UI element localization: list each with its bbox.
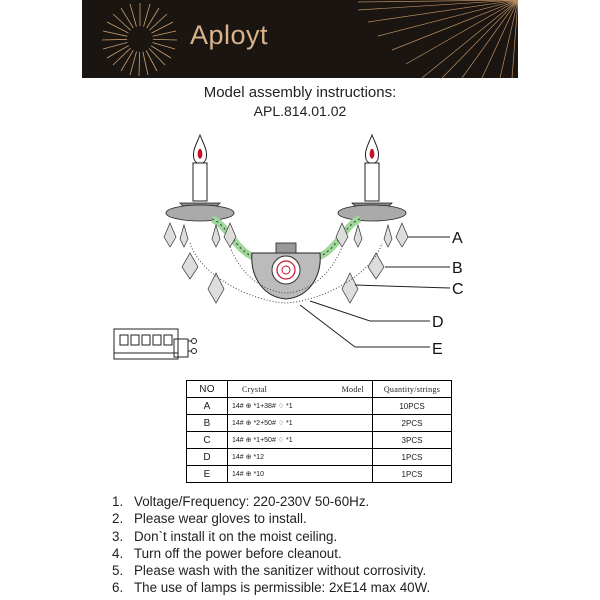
row-no: D [187, 449, 228, 466]
callout-c: C [452, 281, 464, 298]
left-candle-icon [180, 135, 220, 209]
chandelier-drawing [100, 125, 500, 375]
row-spec: 14# ⊕ *10 [228, 466, 373, 483]
brand-name: Aployt [190, 20, 269, 50]
row-no: C [187, 432, 228, 449]
table-header-row [187, 381, 452, 398]
row-quantity: 10PCS [373, 398, 452, 415]
row-no: B [187, 415, 228, 432]
page-title: Model assembly instructions: [203, 84, 397, 101]
header-model: Model [341, 384, 364, 394]
list-item: 5. Please wash with the sanitizer without corrosivity. [112, 563, 427, 579]
sunburst-logo-icon [100, 0, 180, 78]
table-row [187, 466, 452, 483]
callout-e: E [432, 341, 443, 358]
header-quantity: Quantity/strings [373, 381, 452, 398]
row-no: E [187, 466, 228, 483]
callout-b: B [452, 260, 463, 277]
row-spec: 14# ⊕ *1+50# ♢ *1 [228, 432, 373, 449]
row-quantity: 1PCS [373, 466, 452, 483]
list-item: 1. Voltage/Frequency: 220-230V 50-60Hz. [112, 494, 370, 509]
header-crystal: Crystal [242, 384, 268, 394]
instruction-list [112, 493, 430, 597]
list-item: 2. Please wear gloves to install. [112, 511, 307, 527]
decorative-rays-icon [358, 0, 518, 78]
row-spec: 14# ⊕ *1+38# ♢ *1 [228, 398, 373, 415]
list-item: 3. Don`t install it on the moist ceiling. [112, 528, 338, 544]
table-row [187, 398, 452, 415]
table-row [187, 432, 452, 449]
row-no: A [187, 398, 228, 415]
row-quantity: 1PCS [373, 449, 452, 466]
row-spec: 14# ⊕ *2+50# ♢ *1 [228, 415, 373, 432]
list-item: 6. The use of lamps is permissible: 2xE14 max 40W. [112, 580, 431, 596]
brand-banner [82, 0, 518, 78]
table-row [187, 415, 452, 432]
header-crystal-model [228, 381, 373, 398]
list-item: 4. Turn off the power before cleanout. [112, 545, 342, 561]
row-spec: 14# ⊕ *12 [228, 449, 373, 466]
callout-d: D [432, 314, 444, 331]
row-quantity: 2PCS [373, 415, 452, 432]
model-number: APL.814.01.02 [253, 103, 347, 119]
crystal-spec-table [186, 380, 452, 483]
row-quantity: 3PCS [373, 432, 452, 449]
terminal-block-icon [114, 329, 197, 359]
callout-a: A [452, 230, 463, 247]
right-candle-icon [352, 135, 392, 209]
table-row [187, 449, 452, 466]
header-no: NO [187, 381, 228, 398]
